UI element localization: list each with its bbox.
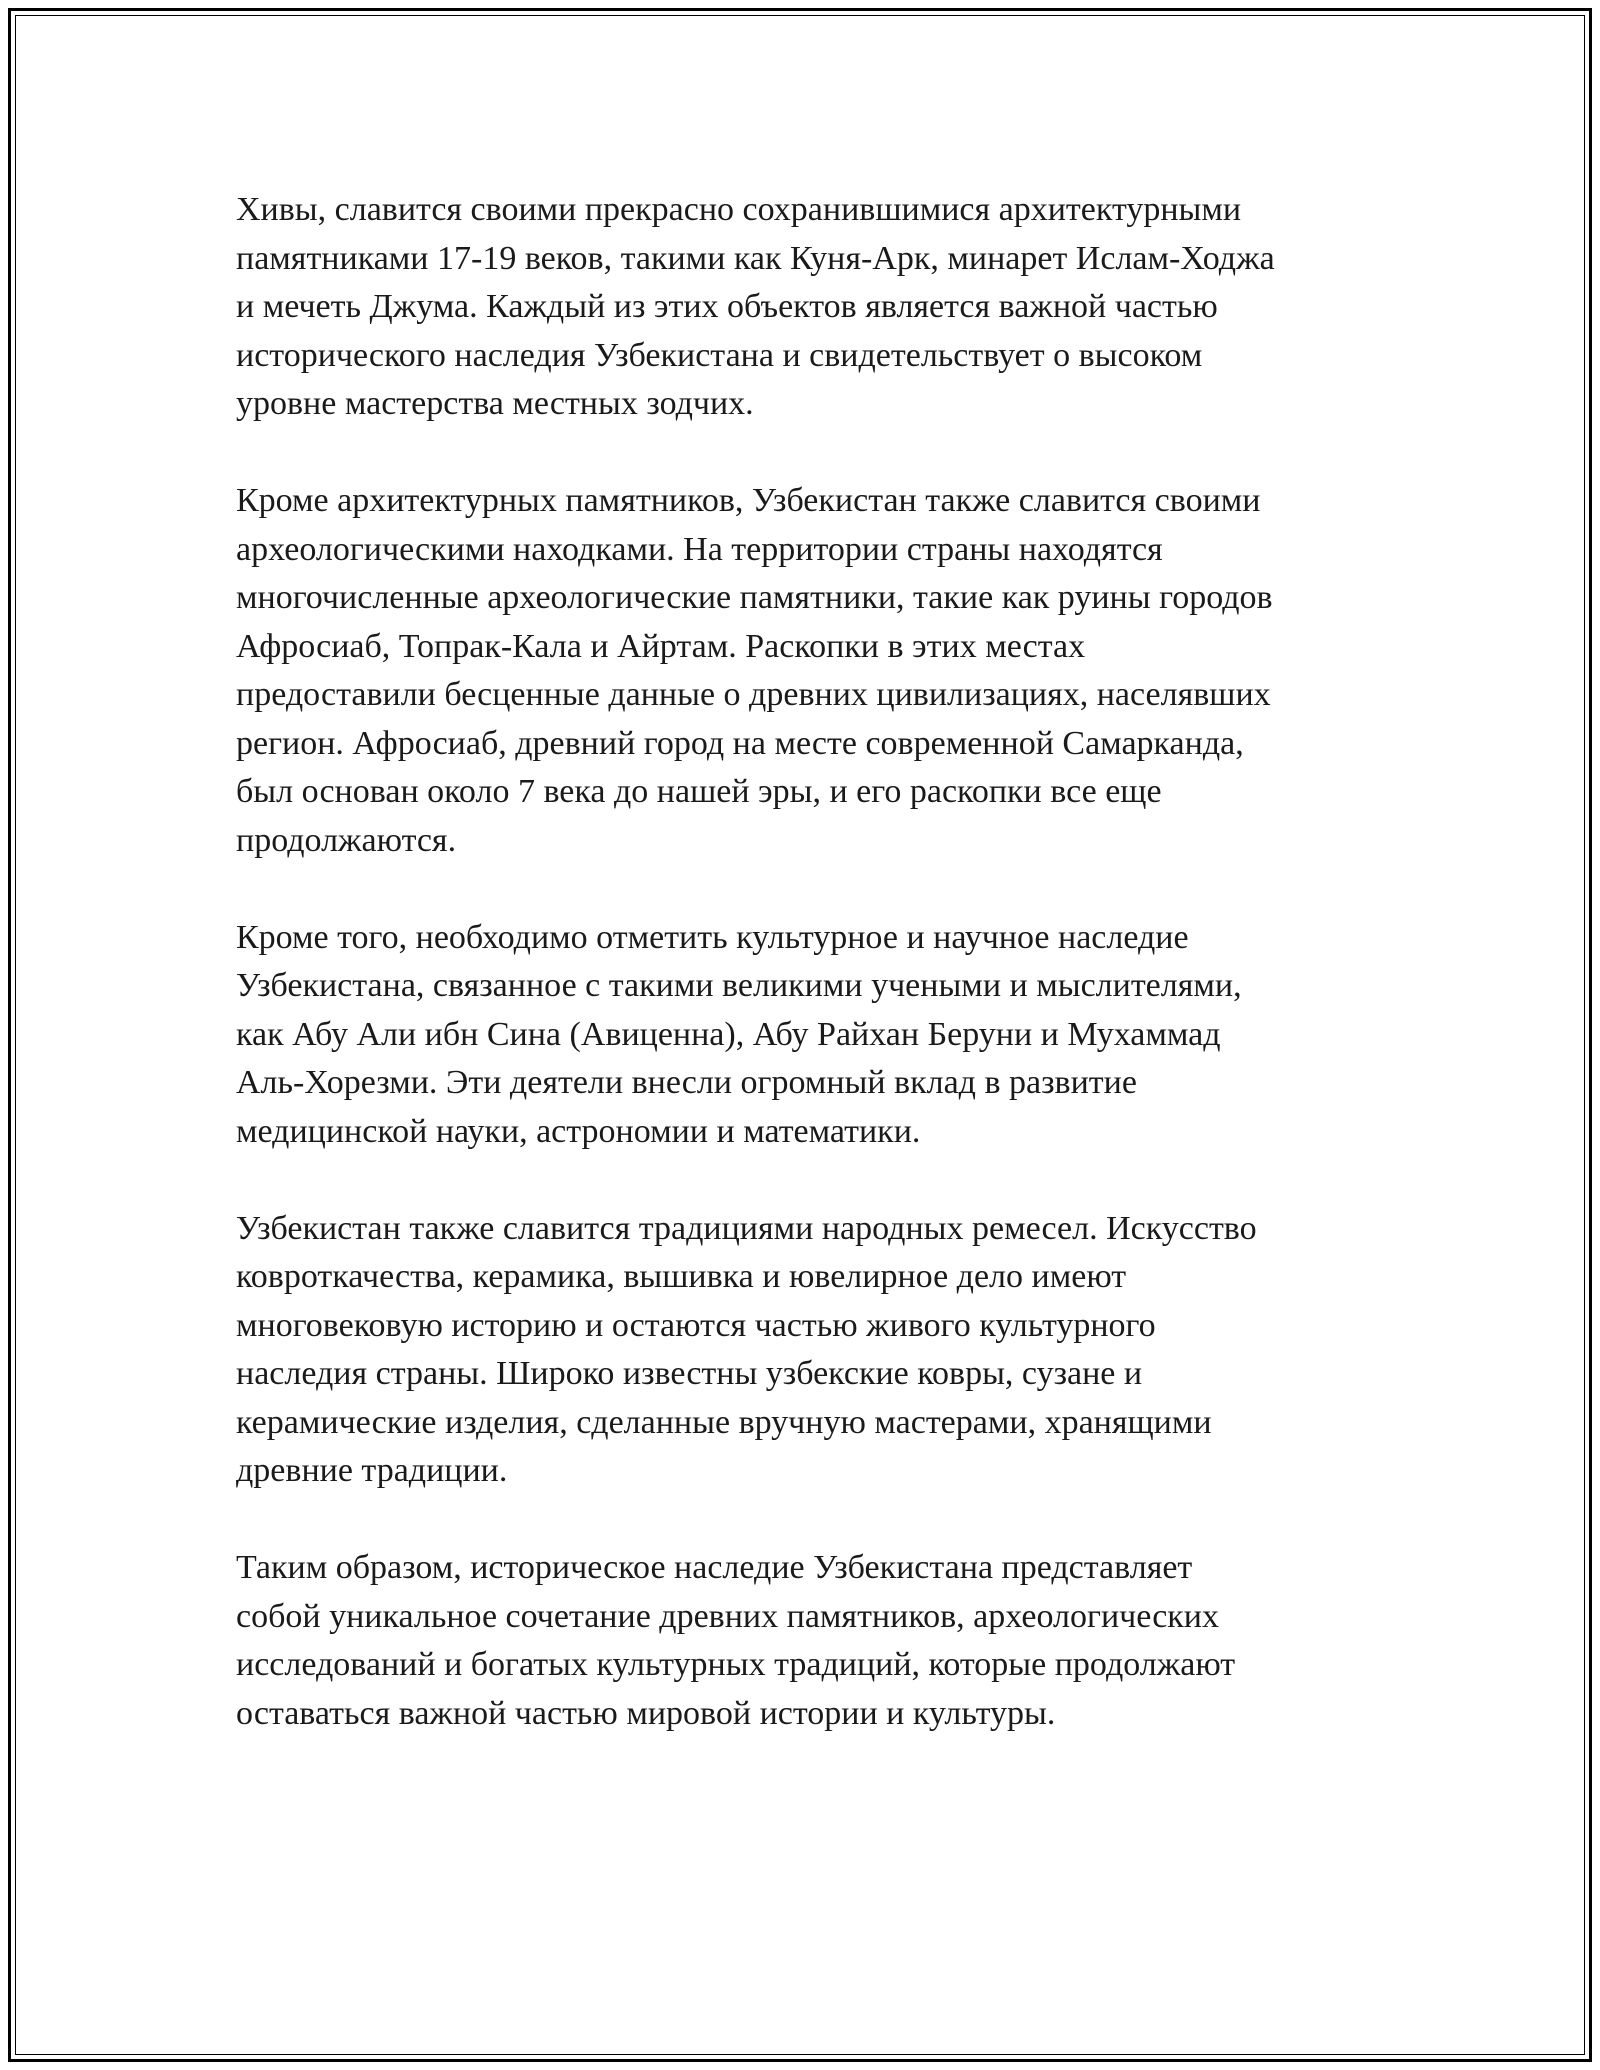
text-line: Аль-Хорезми. Эти деятели внесли огромный вклад в развитие <box>236 1064 1137 1101</box>
text-line: продолжаются. <box>236 821 457 859</box>
text-line: Таким образом, историческое наследие Узбекистана представляет <box>236 1549 1193 1586</box>
text-line: исследований и богатых культурных традиций, которые продолжают <box>236 1646 1236 1683</box>
paragraph-archaeology <box>236 477 1416 865</box>
text-line: исторического наследия Узбекистана и свидетельствует о высоком <box>236 336 1203 374</box>
text-line: Узбекистана, связанное с такими великими учеными и мыслителями, <box>236 967 1242 1004</box>
text-line: многовековую историю и остаются частью живого культурного <box>236 1306 1156 1344</box>
text-line: многочисленные археологические памятники, такие как руины городов <box>236 579 1273 616</box>
text-line: Узбекистан также славится традициями народных ремесел. Искусство <box>236 1209 1257 1247</box>
text-line: Хивы, славится своими прекрасно сохранившимися архитектурными <box>236 191 1242 228</box>
text-line: ковроткачества, керамика, вышивка и ювелирное дело имеют <box>236 1258 1127 1295</box>
text-line: керамические изделия, сделанные вручную мастерами, хранящими <box>236 1403 1212 1441</box>
text-line: древние традиции. <box>236 1452 508 1489</box>
text-line: и мечеть Джума. Каждый из этих объектов является важной частью <box>236 288 1218 325</box>
text-line: памятниками 17-19 веков, такими как Куня-Арк, минарет Ислам-Ходжа <box>236 239 1275 277</box>
text-line: был основан около 7 века до нашей эры, и его раскопки все еще <box>236 773 1162 810</box>
text-line: археологическими находками. На территории страны находятся <box>236 530 1163 568</box>
text-line: оставаться важной частью мировой истории и культуры. <box>236 1694 1056 1732</box>
text-line: Кроме того, необходимо отметить культурное и научное наследие <box>236 918 1189 956</box>
document-body <box>236 186 1416 1787</box>
text-line: как Абу Али ибн Сина (Авиценна), Абу Райхан Беруни и Мухаммад <box>236 1015 1221 1053</box>
paragraph-scholars <box>236 914 1416 1157</box>
text-line: наследия страны. Широко известны узбекские ковры, сузане и <box>236 1355 1143 1392</box>
text-line: регион. Афросиаб, древний город на месте современной Самарканда, <box>236 724 1244 762</box>
paragraph-conclusion <box>236 1544 1416 1738</box>
text-line: Афросиаб, Топрак-Кала и Айртам. Раскопки в этих местах <box>236 627 1086 665</box>
paragraph-crafts <box>236 1205 1416 1496</box>
text-line: собой уникальное сочетание древних памятников, археологических <box>236 1597 1219 1635</box>
text-line: уровне мастерства местных зодчих. <box>236 385 754 422</box>
text-line: предоставили бесценные данные о древних цивилизациях, населявших <box>236 676 1271 713</box>
text-line: медицинской науки, астрономии и математики. <box>236 1112 921 1150</box>
text-line: Кроме архитектурных памятников, Узбекистан также славится своими <box>236 482 1261 519</box>
paragraph-khiva-monuments <box>236 186 1416 429</box>
